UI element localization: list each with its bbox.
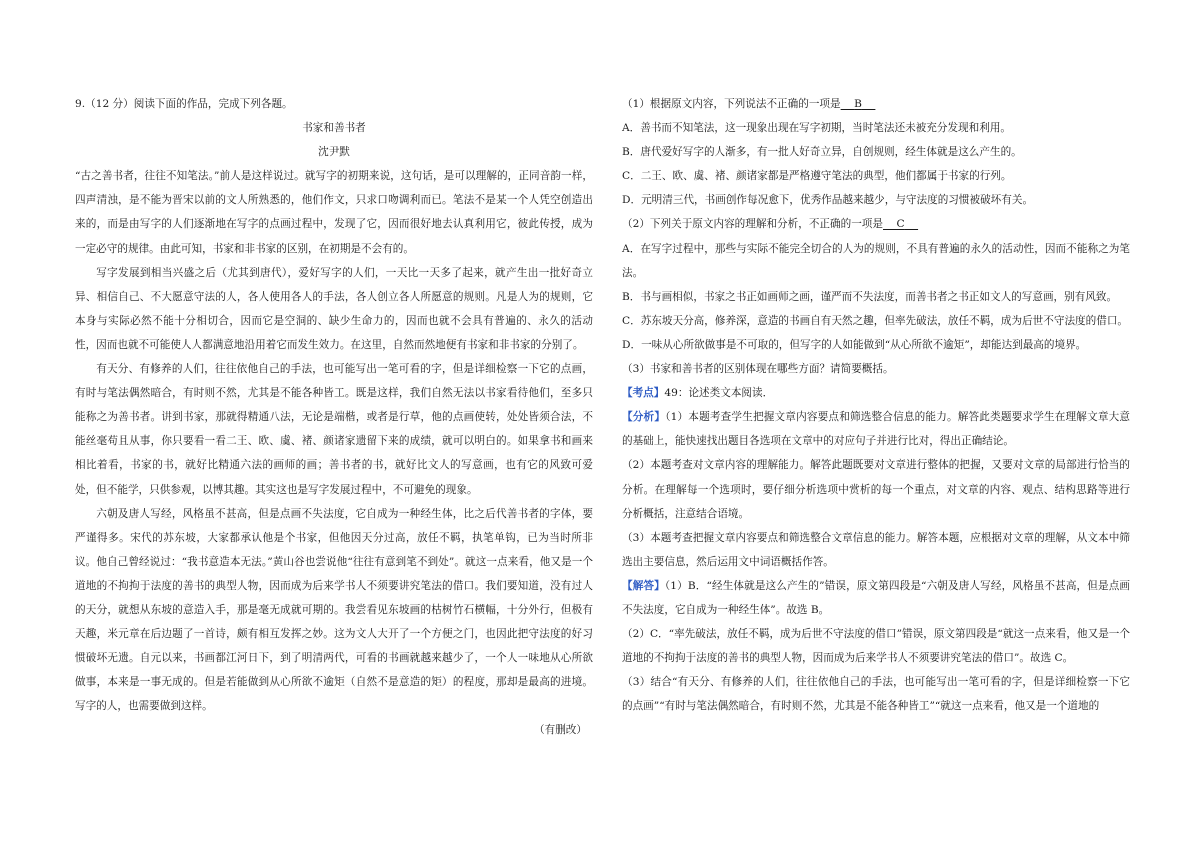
q2-answer [883,218,918,230]
left-column [75,92,593,743]
q1-answer [841,98,876,110]
kaodian-tag: 【考点】 [622,387,665,400]
q2-option-b: B．书与画相似，书家之书正如画师之画，谨严而不失法度，而善书者之书正如文人的写意画，别有风致。 [622,290,1118,303]
jieda-1-text: （1）B．“经生体就是这么产生的”错误，原文第四段是“六朝及唐人写经，风格虽不甚高，但是点画不失法度，它自成为一种经生体”。故选 B。 [622,579,1130,616]
q2-option-a: A．在写字过程中，那些与实际不能完全切合的人为的规则，不具有普遍的永久的活动性，因而不能称之为笔法。 [622,242,1130,279]
fenxi-2: （2）本题考查对文章内容的理解能力。解答此题既要对文章进行整体的把握，又要对文章的局部进行恰当的分析。在理解每一个选项时，要仔细分析选项中赏析的每一个重点，对文章的内容、观点、结构思路等进行分析概括，注意结合语境。 [622,459,1130,520]
fenxi-1-text: （1）本题考查学生把握文章内容要点和筛选整合信息的能力。解答此类题要求学生在理解文章大意的基础上，能快速找出题目各选项在文章中的对应句子并进行比对，得出正确结论。 [622,411,1131,448]
article-paragraph: “古之善书者，往往不知笔法。”前人是这样说过。就写字的初期来说，这句话，是可以理解的，正同音韵一样，四声清浊，是不能为晋宋以前的文人所熟悉的，他们作文，只求口吻调利而已。笔法不是某一个人凭空创造出来的，而是由写字的人们逐渐地在写字的点画过程中，发现了它，因而很好地去认真利用它，彼此传授，成为一定必守的规律。由此可知，书家和非书家的区别，在初期是不会有的。 [75,170,593,255]
jieda-tag: 【解答】 [622,579,665,592]
q2-option-d: D．一味从心所欲做事是不可取的，但写字的人如能做到“从心所欲不逾矩”，却能达到最高的境界。 [622,338,1087,351]
jieda-2: （2）C．“率先破法，放任不羁，成为后世不守法度的借口”错误，原文第四段是“就这一点来看，他又是一个道地的不拘拘于法度的善书的典型人物，因而成为后来学书人不须要讲究笔法的借口”。故选 C。 [622,628,1130,665]
q1-stem [622,92,1130,116]
article-paragraph: 六朝及唐人写经，风格虽不甚高，但是点画不失法度，它自成为一种经生体，比之后代善书者的字体，要严谨得多。宋代的苏东坡，大家都承认他是个书家，但他因天分过高，放任不羁，执笔单钩，已为当时所非议。他自己曾经说过：“我书意造本无法。”黄山谷也尝说他“往往有意到笔不到处”。就这一点来看，他又是一个道地的不拘拘于法度的善书的典型人物，因而成为后来学书人不须要讲究笔法的借口。我们要知道，没有过人的天分，就想从东坡的意造入手，那是毫无成就可期的。我尝看见东坡画的枯树竹石横幅，十分外行，但极有天趣，米元章在后边题了一首诗，颇有相互发挥之妙。这为文人大开了一个方便之门，也因此把守法度的好习惯破坏无遗。自元以来，书画都江河日下，到了明清两代，可看的书画就越来越少了，一个人一味地从心所欲做事，本来是一事无成的。但是若能做到从心所欲不逾矩（自然不是意造的矩）的程度，那却是最高的进境。写字的人，也需要做到这样。 [75,507,593,713]
q1-option-c: C．二王、欧、虞、褚、颜诸家都是严格遵守笔法的典型，他们都属于书家的行列。 [622,170,1012,183]
q2-option-c: C．苏东坡天分高，修养深，意造的书画自有天然之趣，但率先破法，放任不羁，成为后世不守法度的借口。 [622,314,1129,327]
fenxi-3: （3）本题考查把握文章内容要点和筛选整合文章信息的能力。解答本题，应根据对文章的理解，从文本中筛选出主要信息，然后运用文中词语概括作答。 [622,531,1130,568]
fenxi-tag: 【分析】 [622,411,666,424]
article-source: （有删改） [534,724,587,737]
q3-stem: （3）书家和善书者的区别体现在哪些方面？请简要概括。 [622,363,894,376]
article-paragraph: 有天分、有修养的人们，往往依他自己的手法，也可能写出一笔可看的字，但是详细检察一下它的点画，有时与笔法偶然暗合，有时则不然，尤其是不能各种皆工。既是这样，我们自然无法以书家看待他们，至多只能称之为善书者。讲到书家，那就得精通八法，无论是端楷，或者是行草，他的点画使转，处处皆须合法，不能丝毫苟且从事，你只要看一看二王、欧、虞、褚、颜诸家遗留下来的成绩，就可以明白的。如果拿书和画来相比着看，书家的书，就好比精通六法的画师的画；善书者的书，就好比文人的写意画，也有它的风致可爱处，但不能学，只供参观，以博其趣。其实这也是写字发展过程中，不可避免的现象。 [75,363,593,496]
q1-option-d: D．元明清三代，书画创作每况愈下，优秀作品越来越少，与守法度的习惯被破坏有关。 [622,194,1034,207]
q2-answer-letter: C [896,218,905,231]
q1-option-a: A．善书而不知笔法，这一现象出现在写字初期，当时笔法还未被充分发现和利用。 [622,122,1012,135]
q2-stem-text: （2）下列关于原文内容的理解和分析，不正确的一项是 [622,218,883,231]
q2-stem [622,212,1130,236]
right-column [622,92,1130,718]
article-paragraph: 写字发展到相当兴盛之后（尤其到唐代），爱好写字的人们，一天比一天多了起来，就产生出一批好奇立异、相信自己、不大愿意守法的人，各人使用各人的手法，各人创立各人所愿意的规则。凡是人为的规则，它本身与实际必然不能十分相切合，因而它是空洞的、缺少生命力的，因而也就不会具有普遍的、永久的活动性，因而也就不可能使人人都满意地沿用着它而发生效力。在这里，自然而然地便有书家和非书家的分别了。 [75,266,593,351]
jieda-1 [622,574,1130,622]
q1-option-b: B．唐代爱好写字的人渐多，有一批人好奇立异，自创规则，经生体就是这么产生的。 [622,146,1022,159]
q1-stem-text: （1）根据原文内容，下列说法不正确的一项是 [622,98,841,110]
fenxi-1 [622,405,1130,453]
kaodian-text: 49：论述类文本阅读． [664,387,774,400]
article-author: 沈尹默 [318,146,350,159]
q1-answer-letter: B [854,98,862,110]
article-title: 书家和善书者 [302,122,366,135]
kaodian [622,381,1130,405]
jieda-3: （3）结合“有天分、有修养的人们，往往依他自己的手法，也可能写出一笔可看的字，但是详细检察一下它的点画”“有时与笔法偶然暗合，有时则不然，尤其是不能各种皆工”“就这一点来看，他又是一个道地的 [622,676,1130,713]
question-heading: 9.（12 分）阅读下面的作品，完成下列各题。 [75,98,293,110]
